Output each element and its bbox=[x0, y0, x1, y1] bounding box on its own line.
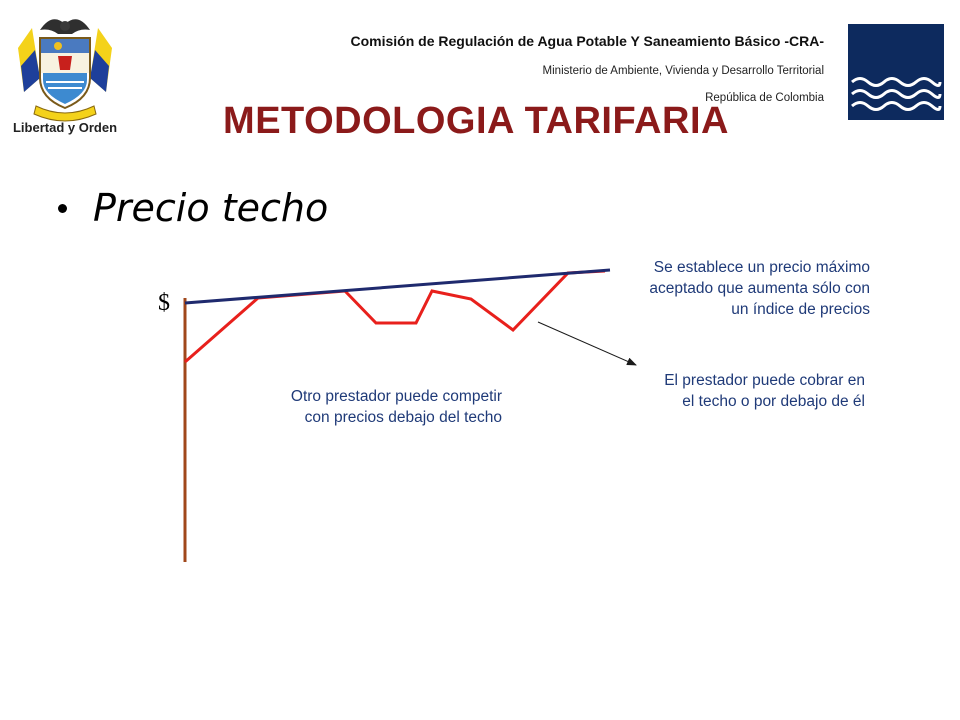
provider-note-line: El prestador puede cobrar en bbox=[664, 372, 865, 389]
header-ministry: Ministerio de Ambiente, Vivienda y Desarrollo Territorial bbox=[542, 65, 824, 77]
header-country: República de Colombia bbox=[705, 92, 824, 104]
provider-price-line bbox=[185, 271, 605, 362]
ceiling-note-line: aceptado que aumenta sólo con bbox=[649, 280, 870, 297]
crest-motto: Libertad y Orden bbox=[12, 120, 118, 135]
provider-arrow bbox=[538, 322, 636, 365]
provider-note-line: el techo o por debajo de él bbox=[682, 393, 865, 410]
provider-annotation bbox=[664, 370, 865, 412]
ceiling-note-line: un índice de precios bbox=[731, 301, 870, 318]
header-organization: Comisión de Regulación de Agua Potable Y Saneamiento Básico -CRA- bbox=[350, 33, 824, 49]
price-axis-label: $ bbox=[158, 290, 170, 316]
competitor-note-line: con precios debajo del techo bbox=[304, 409, 502, 426]
page-title: METODOLOGIA TARIFARIA bbox=[223, 100, 729, 142]
bullet-text: Precio techo bbox=[93, 186, 329, 230]
price-ceiling-line bbox=[185, 270, 610, 303]
ceiling-note-line: Se establece un precio máximo bbox=[653, 259, 870, 276]
competitor-annotation bbox=[291, 386, 502, 428]
ceiling-annotation bbox=[649, 257, 870, 320]
competitor-note-line: Otro prestador puede competir bbox=[290, 388, 502, 405]
